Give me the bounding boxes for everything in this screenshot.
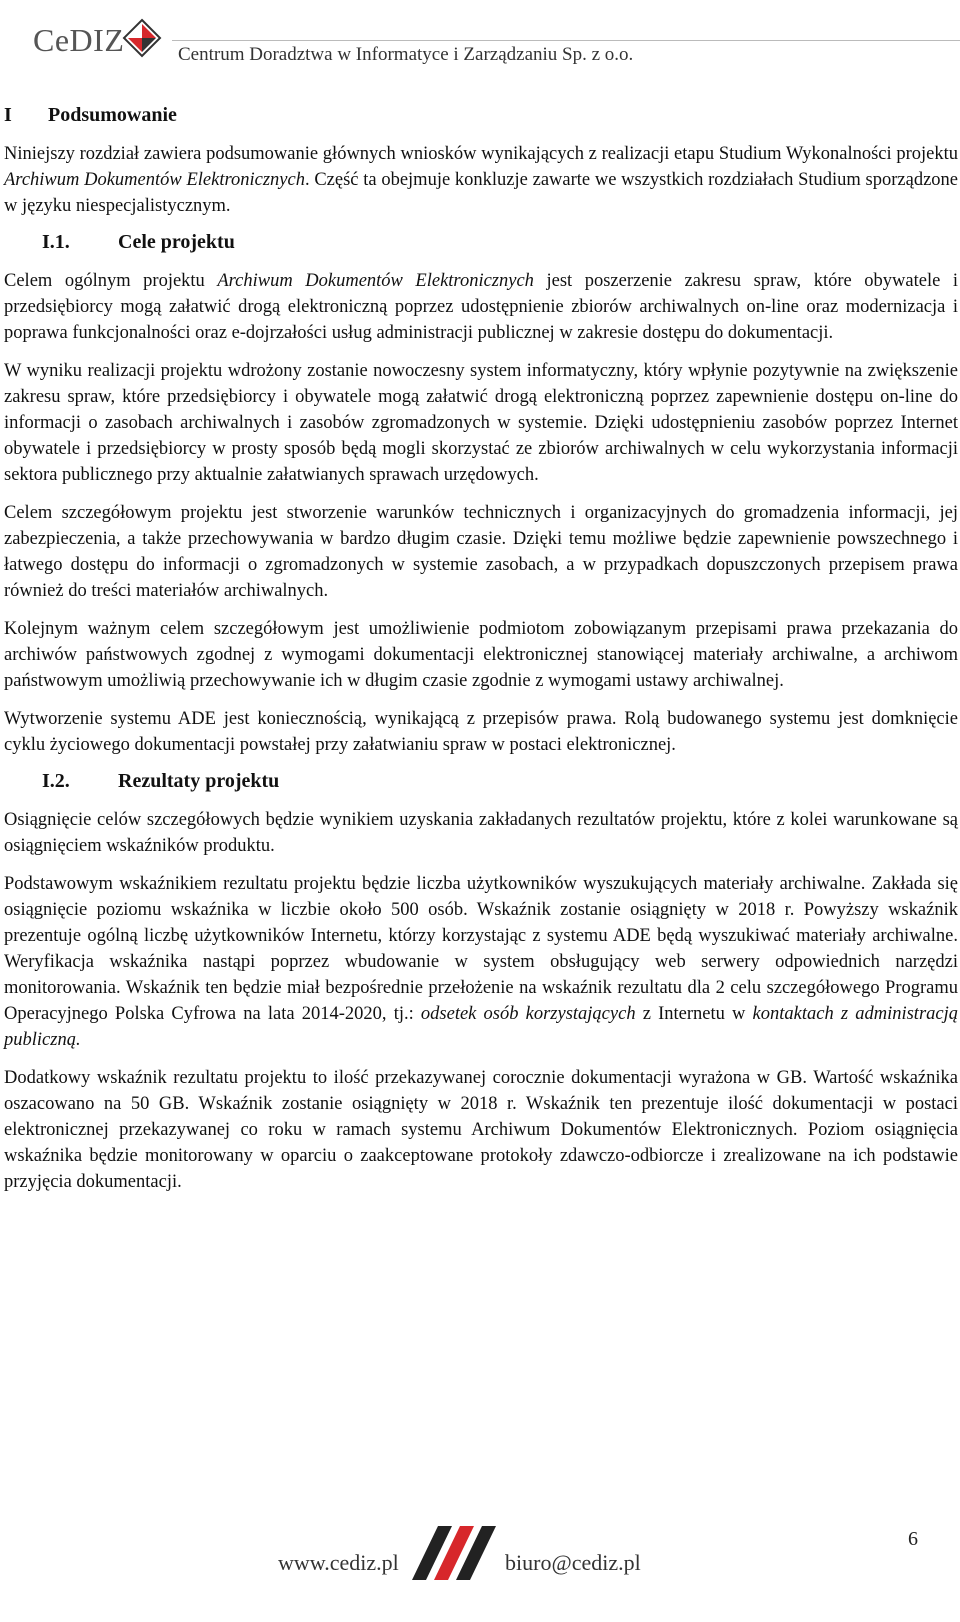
subsection-heading-results — [42, 770, 958, 793]
footer-logo-icon — [412, 1526, 496, 1580]
logo-text: CeDIZ — [33, 22, 125, 58]
text-run: Podstawowym wskaźnikiem rezultatu projektu będzie liczba użytkowników wyszukujących materiały archiwalne. Zakłada się osiągnięcie poziomu wskaźnika w liczbie około 500 osób. Wskaźnik zostanie osiągnięty w 2018 r. Powyższy wskaźnik prezentuje ogólną liczbę użytkowników Internetu, którzy korzystając z systemu ADE będą wyszukiwać materiały archiwalne. Weryfikacja wskaźnika nastąpi poprzez wbudowanie w system obsługujący web serwery odpowiednich narzędzi monitorowania. Wskaźnik ten będzie miał bezpośrednie przełożenie na wskaźnik rezultatu dla 2 celu szczegółowego Programu Operacyjnego Polska Cyfrowa na lata 2014-2020, tj.: — [4, 874, 958, 1024]
section-number: I — [4, 104, 12, 126]
text-run: Wytworzenie systemu ADE jest koniecznością, wynikającą z przepisów prawa. Rolą budowanego systemu jest domknięcie cyklu życiowego dokumentacji powstałej przy załatwianiu spraw w postaci elektronicznej. — [4, 709, 958, 755]
goals-paragraphs — [4, 268, 958, 758]
subsection-heading-goals — [42, 231, 958, 254]
italic-run: Archiwum Dokumentów Elektronicznych — [4, 170, 305, 190]
subsection-title: Rezultaty projektu — [118, 770, 280, 792]
footer-website: www.cediz.pl — [278, 1550, 399, 1575]
text-run: Celem ogólnym projektu — [4, 271, 218, 291]
cediz-logo-icon — [122, 18, 162, 58]
text-run: . Część ta obejmuje konkluzje zawarte we wszystkich rozdziałach Studium sporządzone w języku niespecjalistycznym. — [4, 170, 959, 216]
document-body — [4, 104, 958, 1207]
subsection-number: I.2. — [42, 770, 70, 792]
italic-run: kontaktach z administracją publiczną. — [4, 1004, 958, 1050]
paragraph — [4, 706, 958, 758]
section-intro — [4, 141, 958, 219]
subsection-title: Cele projektu — [118, 231, 235, 253]
paragraph — [4, 807, 958, 859]
text-run: z Internetu w — [635, 1004, 753, 1024]
text-run: W wyniku realizacji projektu wdrożony zostanie nowoczesny system informatyczny, który wpłynie pozytywnie na zwiększenie zakresu spraw, które przedsiębiorcy i obywatele mogą załatwić drogą elektroniczną poprzez zapewnienie dostępu on-line do informacji o zasobach archiwalnych i zasobów zgromadzonych w systemie. Dzięki udostępnieniu zasobów poprzez Internet obywatele i przedsiębiorcy w prosty sposób będą mogli skorzystać ze zbiorów archiwalnych w celu wykorzystania informacji sektora publicznego przy aktualnie załatwianych sprawach urzędowych. — [4, 361, 958, 485]
paragraph — [4, 268, 958, 346]
section-title: Podsumowanie — [48, 104, 177, 126]
text-run: Niniejszy rozdział zawiera podsumowanie głównych wniosków wynikających z realizacji etapu Studium Wykonalności projektu — [4, 144, 958, 164]
paragraph — [4, 616, 958, 694]
footer-email: biuro@cediz.pl — [505, 1550, 641, 1575]
text-run: Kolejnym ważnym celem szczegółowym jest umożliwienie podmiotom zobowiązanym przepisami prawa przekazania do archiwów państwowych zgodnej z wymogami dokumentacji elektronicznej stanowiącej materiały archiwalne, a archiwom państwowym umożliwią przechowywanie ich w długim czasie zgodnie z wymogami ustawy archiwalnej. — [4, 619, 958, 691]
header-company-name: Centrum Doradztwa w Informatyce i Zarządzaniu Sp. z o.o. — [178, 44, 634, 65]
subsection-number: I.1. — [42, 231, 70, 253]
page-footer — [0, 1520, 960, 1620]
paragraph — [4, 500, 958, 604]
paragraph — [4, 358, 958, 488]
results-paragraphs — [4, 807, 958, 1195]
italic-run: odsetek osób korzystających — [420, 1004, 636, 1024]
paragraph — [4, 1065, 958, 1195]
page-header — [0, 0, 960, 80]
text-run: Osiągnięcie celów szczegółowych będzie wynikiem uzyskania zakładanych rezultatów projektu, które z kolei warunkowane są osiągnięciem wskaźników produktu. — [4, 810, 958, 856]
section-heading — [4, 104, 958, 127]
text-run: Dodatkowy wskaźnik rezultatu projektu to ilość przekazywanej corocznie dokumentacji wyrażona w GB. Wartość wskaźnika oszacowano na 50 GB. Wskaźnik zostanie osiągnięty w 2018 r. Wskaźnik ten prezentuje ilość dokumentacji w postaci elektronicznej przekazywanej co roku w ramach systemu Archiwum Dokumentów Elektronicznych. Poziom osiągnięcia wskaźnika będzie monitorowany w oparciu o zaakceptowane protokoły zdawczo-odbiorcze i zrealizowane na ich podstawie przyjęcia dokumentacji. — [4, 1068, 958, 1192]
italic-run: Archiwum Dokumentów Elektronicznych — [217, 271, 534, 291]
page-number: 6 — [908, 1528, 918, 1550]
text-run: jest poszerzenie zakresu spraw, które obywatele i przedsiębiorcy mogą załatwić drogą elektroniczną poprzez udostępnienie zbiorów archiwalnych on-line oraz modernizacja i poprawa funkcjonalności oraz e-dojrzałości usług administracji publicznej w zakresie dostępu do dokumentacji. — [4, 271, 958, 343]
text-run: Celem szczegółowym projektu jest stworzenie warunków technicznych i organizacyjnych do gromadzenia informacji, jej zabezpieczenia, a także przechowywania w bardzo długim czasie. Dzięki temu możliwe będzie zapewnienie powszechnego i łatwego dostępu do informacji o zgromadzonych w systemie zasobach, a w przypadkach dopuszczonych przepisem prawa również do treści materiałów archiwalnych. — [4, 503, 958, 601]
header-rule — [172, 40, 960, 41]
paragraph — [4, 871, 958, 1053]
